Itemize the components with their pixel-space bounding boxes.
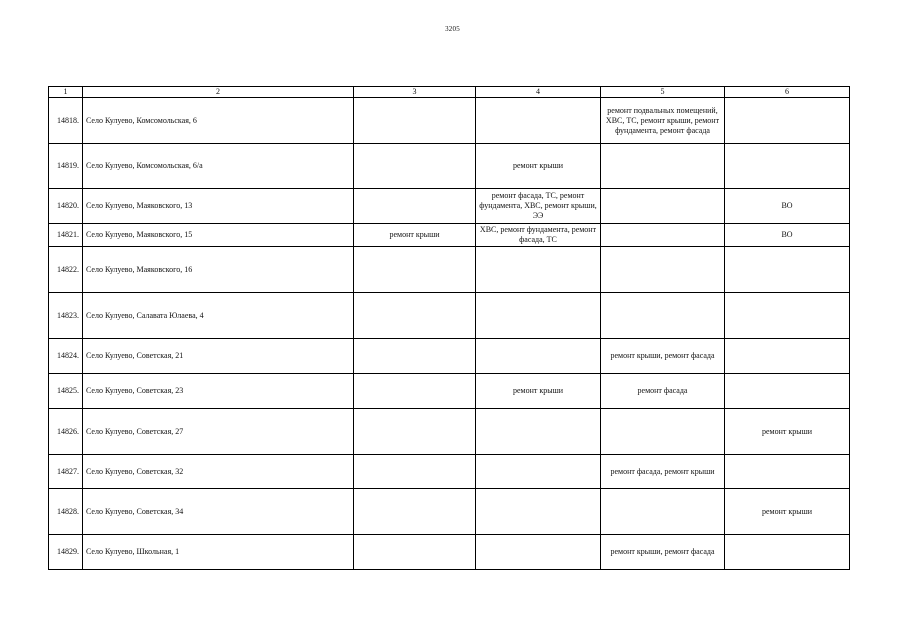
col6-cell bbox=[725, 455, 850, 489]
col6-cell: ремонт крыши bbox=[725, 489, 850, 535]
column-header-1: 1 bbox=[49, 87, 83, 98]
table-row bbox=[49, 455, 850, 489]
col6-cell: ВО bbox=[725, 224, 850, 247]
col6-cell bbox=[725, 374, 850, 409]
col5-cell: ремонт подвальных помещений, ХВС, ТС, ремонт крыши, ремонт фундамента, ремонт фасада bbox=[601, 98, 725, 144]
row-number: 14822. bbox=[49, 247, 83, 293]
row-number: 14827. bbox=[49, 455, 83, 489]
table-row bbox=[49, 293, 850, 339]
col5-cell bbox=[601, 189, 725, 224]
col4-cell bbox=[476, 247, 601, 293]
row-number: 14819. bbox=[49, 144, 83, 189]
column-header-4: 4 bbox=[476, 87, 601, 98]
address-cell: Село Кулуево, Советская, 21 bbox=[83, 339, 354, 374]
repair-table bbox=[48, 86, 850, 570]
row-number: 14820. bbox=[49, 189, 83, 224]
col6-cell: ремонт крыши bbox=[725, 409, 850, 455]
address-cell: Село Кулуево, Комсомольская, 6 bbox=[83, 98, 354, 144]
table-row bbox=[49, 535, 850, 570]
address-cell: Село Кулуево, Советская, 27 bbox=[83, 409, 354, 455]
col5-cell: ремонт фасада, ремонт крыши bbox=[601, 455, 725, 489]
row-number: 14826. bbox=[49, 409, 83, 455]
table-row bbox=[49, 144, 850, 189]
col3-cell bbox=[354, 409, 476, 455]
col5-cell bbox=[601, 409, 725, 455]
col3-cell: ремонт крыши bbox=[354, 224, 476, 247]
col5-cell: ремонт крыши, ремонт фасада bbox=[601, 535, 725, 570]
col6-cell bbox=[725, 144, 850, 189]
table-row bbox=[49, 489, 850, 535]
table-row bbox=[49, 374, 850, 409]
col3-cell bbox=[354, 189, 476, 224]
col5-cell: ремонт фасада bbox=[601, 374, 725, 409]
row-number: 14818. bbox=[49, 98, 83, 144]
row-number: 14825. bbox=[49, 374, 83, 409]
col6-cell bbox=[725, 98, 850, 144]
row-number: 14824. bbox=[49, 339, 83, 374]
col4-cell bbox=[476, 535, 601, 570]
col4-cell bbox=[476, 455, 601, 489]
col5-cell bbox=[601, 293, 725, 339]
column-header-6: 6 bbox=[725, 87, 850, 98]
col4-cell bbox=[476, 409, 601, 455]
address-cell: Село Кулуево, Маяковского, 15 bbox=[83, 224, 354, 247]
table-row bbox=[49, 247, 850, 293]
column-header-2: 2 bbox=[83, 87, 354, 98]
col3-cell bbox=[354, 455, 476, 489]
address-cell: Село Кулуево, Комсомольская, 6/a bbox=[83, 144, 354, 189]
col3-cell bbox=[354, 98, 476, 144]
table-row bbox=[49, 409, 850, 455]
col4-cell bbox=[476, 339, 601, 374]
column-header-5: 5 bbox=[601, 87, 725, 98]
col4-cell bbox=[476, 293, 601, 339]
col3-cell bbox=[354, 374, 476, 409]
col4-cell: ремонт фасада, ТС, ремонт фундамента, ХВС, ремонт крыши, ЭЭ bbox=[476, 189, 601, 224]
row-number: 14828. bbox=[49, 489, 83, 535]
col5-cell bbox=[601, 144, 725, 189]
address-cell: Село Кулуево, Советская, 34 bbox=[83, 489, 354, 535]
table-row bbox=[49, 224, 850, 247]
address-cell: Село Кулуево, Школьная, 1 bbox=[83, 535, 354, 570]
col4-cell bbox=[476, 489, 601, 535]
col5-cell bbox=[601, 247, 725, 293]
header-row bbox=[49, 87, 850, 98]
col3-cell bbox=[354, 489, 476, 535]
address-cell: Село Кулуево, Советская, 23 bbox=[83, 374, 354, 409]
page-number: 3205 bbox=[445, 25, 460, 33]
col6-cell bbox=[725, 339, 850, 374]
row-number: 14823. bbox=[49, 293, 83, 339]
col3-cell bbox=[354, 144, 476, 189]
col6-cell bbox=[725, 247, 850, 293]
address-cell: Село Кулуево, Салавата Юлаева, 4 bbox=[83, 293, 354, 339]
col3-cell bbox=[354, 293, 476, 339]
row-number: 14821. bbox=[49, 224, 83, 247]
col4-cell: ремонт крыши bbox=[476, 374, 601, 409]
col6-cell: ВО bbox=[725, 189, 850, 224]
col4-cell bbox=[476, 98, 601, 144]
address-cell: Село Кулуево, Советская, 32 bbox=[83, 455, 354, 489]
table-row bbox=[49, 339, 850, 374]
address-cell: Село Кулуево, Маяковского, 16 bbox=[83, 247, 354, 293]
row-number: 14829. bbox=[49, 535, 83, 570]
col5-cell bbox=[601, 489, 725, 535]
column-header-3: 3 bbox=[354, 87, 476, 98]
col6-cell bbox=[725, 293, 850, 339]
table-row bbox=[49, 189, 850, 224]
col3-cell bbox=[354, 247, 476, 293]
col4-cell: ремонт крыши bbox=[476, 144, 601, 189]
col6-cell bbox=[725, 535, 850, 570]
col3-cell bbox=[354, 535, 476, 570]
col5-cell bbox=[601, 224, 725, 247]
col4-cell: ХВС, ремонт фундамента, ремонт фасада, ТС bbox=[476, 224, 601, 247]
col5-cell: ремонт крыши, ремонт фасада bbox=[601, 339, 725, 374]
col3-cell bbox=[354, 339, 476, 374]
table-row bbox=[49, 98, 850, 144]
address-cell: Село Кулуево, Маяковского, 13 bbox=[83, 189, 354, 224]
